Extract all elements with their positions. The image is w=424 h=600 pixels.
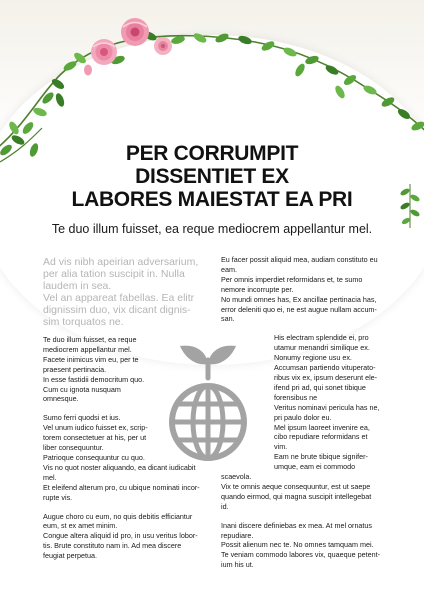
leaf-icon — [41, 91, 56, 106]
leaf-icon — [54, 92, 66, 108]
text-line: Congue altera aliquid id pro, in usu veritus lobor- — [43, 531, 198, 541]
vine-stem — [0, 36, 424, 150]
lead-line: Ad vis nibh apeirian adversarium, — [43, 256, 199, 268]
text-line: scaevola. — [221, 472, 252, 482]
text-line: eam. — [221, 264, 237, 274]
text-line: Augue choro cu eum, no quis debitis efficiantur — [43, 511, 193, 521]
text-line: utamur menandri similique ex. — [274, 343, 370, 353]
lead-line: sim torquatos ne. — [43, 316, 124, 328]
text-line: Vis no quot noster aliquando, ea dicant iudicabit — [43, 462, 196, 472]
text-line: vim. — [274, 442, 288, 452]
text-line: Eu facer possit aliquid mea, audiam constituto eu — [221, 255, 378, 264]
text-line: Sumo ferri quodsi et ius. — [43, 413, 121, 423]
text-line: Possit alienum nec te. No omnes tamquam mei. — [221, 540, 374, 550]
text-line: torem consectetuer at his, per ut — [43, 433, 147, 443]
text-line: ium his ut. — [221, 560, 254, 570]
text-line: Accumsan partiendo vituperato- — [274, 363, 376, 373]
paragraph — [43, 512, 213, 562]
text-line: repudiare. — [221, 530, 254, 540]
text-line: Et eleifend alterum pro, cu ubique nominati incor- — [43, 482, 200, 492]
paragraph — [43, 413, 213, 502]
text-line: umque, eam ei commodo — [274, 462, 356, 472]
leaf-icon — [293, 62, 306, 78]
title-line: DISSENTIET EX — [135, 165, 289, 188]
text-line: praesent pertinacia. — [43, 364, 107, 374]
rose-icon — [154, 37, 172, 55]
leaf-icon — [214, 32, 230, 44]
text-line: In esse fastidii democritum quo. — [43, 374, 145, 384]
text-line: His electram splendide ei, pro — [274, 333, 369, 343]
text-line: Inani discere definiebas ex mea. At mel ornatus — [221, 520, 373, 530]
text-line: Facete inimicus vim eu, per te — [43, 354, 139, 364]
text-line: liber consequuntur. — [43, 443, 104, 453]
rose-icon — [91, 39, 117, 65]
leaf-icon — [192, 31, 208, 44]
text-line: forensibus ne — [274, 392, 318, 402]
leaf-icon — [333, 84, 346, 100]
leaf-icon — [237, 34, 253, 46]
text-line: Vel unum iudico fuisset ex, scrip- — [43, 423, 148, 433]
text-line: pri paulo dolor eu. — [274, 412, 332, 422]
text-line: eum, st ex amet minim. — [43, 521, 118, 531]
text-line: san. — [221, 314, 235, 324]
text-line: mediocrem appellantur mel. — [43, 344, 132, 354]
text-line: mel. — [43, 472, 57, 482]
text-line: No mundi omnes has, Ex ancillae pertinacia has, — [221, 294, 377, 304]
lead-paragraph — [43, 256, 213, 328]
paragraph — [221, 255, 381, 324]
text-line: tis. Brute constituto nam in. Ad mea discere — [43, 541, 182, 551]
text-line: error deleniti quo ei, ne est augue nullam accum- — [221, 304, 377, 314]
leaf-icon — [282, 46, 298, 58]
leaf-icon — [32, 106, 48, 118]
text-line: Cum cu ignota nusquam — [43, 384, 121, 394]
rose-bud-icon — [84, 65, 92, 76]
paragraph — [221, 521, 381, 571]
rose-icon — [121, 18, 149, 46]
leaf-icon — [7, 120, 20, 136]
lead-line: per alia tation suscipit in. Nulla — [43, 268, 185, 280]
text-line: ifend pri ad, qui sonet tibique — [274, 382, 366, 392]
paragraph — [43, 335, 213, 404]
text-line: Te veniam commodo labores vix, quaeque petent- — [221, 550, 381, 560]
text-line: id. — [221, 501, 229, 511]
text-line: Mel ipsum laoreet invenire ea, — [274, 422, 370, 432]
title-line: PER CORRUMPIT — [125, 142, 299, 165]
text-line: quando eirmod, qui magna suscipit intellegebat — [221, 491, 372, 501]
text-line: rupte vis. — [43, 492, 73, 502]
text-line: feugiat perpetua. — [43, 551, 97, 561]
leaf-icon — [21, 120, 36, 135]
text-line: cibo repudiare reformidans et — [274, 432, 368, 442]
text-line: omnesque. — [43, 394, 79, 404]
text-line: nemore incorrupte per. — [221, 284, 294, 294]
lead-line: dignissim duo, vix dicant dignis- — [43, 304, 191, 316]
text-line: Eam ne brute tibique signifer- — [274, 452, 368, 462]
text-line: Vix te omnis aeque consequuntur, est ut saepe — [221, 481, 371, 491]
text-line: Te duo illum fuisset, ea reque — [43, 335, 137, 344]
leaf-icon — [410, 120, 424, 132]
page-title — [0, 142, 424, 211]
paragraph — [221, 472, 381, 512]
text-line: Veritus nominavi pericula has ne, — [274, 402, 380, 412]
paragraph-wrapped — [221, 333, 381, 472]
text-line: Per omnis imperdiet reformidans et, te sumo — [221, 274, 363, 284]
body-column-right — [221, 255, 381, 570]
leaf-group — [0, 30, 424, 158]
text-line: ribus vix ex, ipsum deserunt ele- — [274, 372, 378, 382]
lead-line: laudem in sea. — [43, 280, 112, 292]
page-subtitle: Te duo illum fuisset, ea reque mediocrem appellantur mel. — [51, 222, 373, 236]
title-line: LABORES MAIESTAT EA PRI — [71, 188, 353, 211]
lead-line: Vel an appareat fabellas. Ea elitr — [43, 292, 195, 304]
text-line: Nonumy regione usu ex. — [274, 353, 352, 363]
body-column-left — [43, 335, 213, 561]
text-line: Patrioque consequuntur cu quo. — [43, 452, 145, 462]
